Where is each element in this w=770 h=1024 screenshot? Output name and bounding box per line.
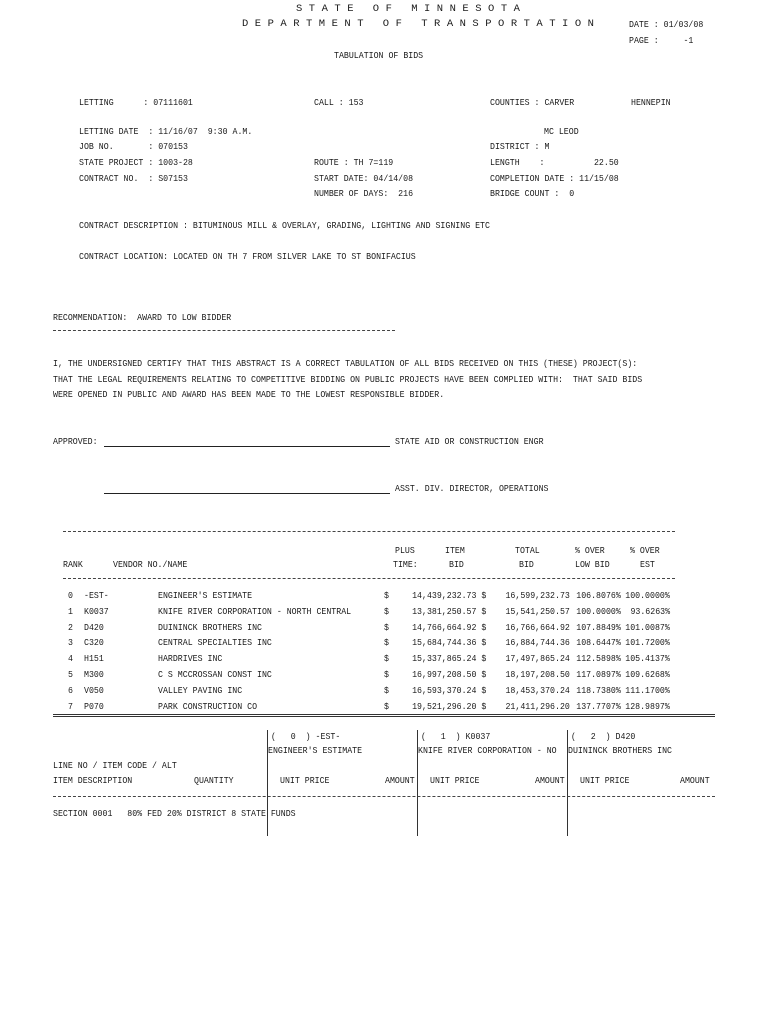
- department-heading: DEPARTMENT OF TRANSPORTATION: [242, 18, 601, 30]
- bid-total: 16,599,232.73: [505, 590, 570, 601]
- col2-header-a: ( 2 ) D420: [571, 731, 636, 742]
- bid-rank: 4: [68, 653, 73, 665]
- bid-over-est: 111.1700%: [625, 684, 670, 696]
- counties: COUNTIES : CARVER: [490, 97, 575, 108]
- certify-line-1: I, THE UNDERSIGNED CERTIFY THAT THIS ABSTRACT IS A CORRECT TABULATION OF ALL BIDS RECEIVED ON THIS (THESE) PROJECT(S):: [53, 358, 638, 369]
- bid-over-low: 106.8076%: [576, 590, 621, 601]
- bid-vendor-no: K0037: [84, 605, 109, 617]
- bid-vendor-name: CENTRAL SPECIALTIES INC: [158, 637, 272, 649]
- hdr-over-est: % OVER: [630, 545, 660, 556]
- certify-line-3: WERE OPENED IN PUBLIC AND AWARD HAS BEEN MADE TO THE LOWEST RESPONSIBLE BIDDER.: [53, 389, 445, 400]
- bid-total: 16,884,744.36: [505, 637, 570, 649]
- bid-vendor-name: KNIFE RIVER CORPORATION - NORTH CENTRAL: [158, 605, 352, 617]
- hdr-bid: BID: [449, 559, 464, 570]
- hdr-low-bid: LOW BID: [575, 559, 610, 570]
- length: LENGTH : 22.50: [490, 157, 619, 168]
- bid-vendor-no: P070: [84, 700, 104, 712]
- completion-date: COMPLETION DATE : 11/15/08: [490, 173, 619, 184]
- bid-dollar-sign: $: [384, 590, 389, 601]
- bridge-count: BRIDGE COUNT : 0: [490, 188, 575, 199]
- bid-total: 18,453,370.24: [505, 684, 570, 696]
- bid-rank: 2: [68, 621, 73, 633]
- bid-vendor-no: M300: [84, 669, 104, 680]
- state-heading: STATE OF MINNESOTA: [296, 3, 527, 15]
- bid-dollar-sign: $: [384, 637, 389, 649]
- bid-over-est: 93.6263%: [630, 605, 670, 617]
- letting-date: LETTING DATE : 11/16/07 9:30 A.M.: [79, 126, 253, 137]
- bid-dollar-sign: $: [384, 669, 389, 680]
- bid-rank: 6: [68, 684, 73, 696]
- bid-item-bid: 14,766,664.92 $: [411, 621, 486, 633]
- col0-header-b: ENGINEER'S ESTIMATE: [268, 745, 363, 756]
- bid-item-bid: 13,381,250.57 $: [411, 605, 486, 617]
- hdr-vendor: VENDOR NO./NAME: [113, 559, 188, 570]
- county-hennepin: HENNEPIN: [631, 97, 671, 108]
- items-table-header-rule: [53, 796, 715, 797]
- unit-price-header-2: UNIT PRICE: [580, 775, 630, 786]
- bid-vendor-name: DUININCK BROTHERS INC: [158, 621, 262, 633]
- approved-label: APPROVED:: [53, 436, 98, 447]
- date-label: DATE : 01/03/08: [629, 19, 704, 30]
- hdr-plus: PLUS: [395, 545, 415, 556]
- page-title: TABULATION OF BIDS: [334, 50, 424, 61]
- bid-total: 17,497,865.24: [505, 653, 570, 665]
- county-mcleod: MC LEOD: [544, 126, 579, 137]
- bid-rank: 5: [68, 669, 73, 680]
- unit-price-header-1: UNIT PRICE: [430, 775, 480, 786]
- col2-header-b: DUININCK BROTHERS INC: [568, 745, 672, 756]
- call: CALL : 153: [314, 97, 364, 108]
- bid-rank: 7: [68, 700, 73, 712]
- bid-item-bid: 16,593,370.24 $: [411, 684, 486, 696]
- signature-line-2: [104, 493, 390, 494]
- hdr-total: TOTAL: [515, 545, 540, 556]
- bid-vendor-name: PARK CONSTRUCTION CO: [158, 700, 258, 712]
- bid-total: 16,766,664.92: [505, 621, 570, 633]
- signature-title-1: STATE AID OR CONSTRUCTION ENGR: [395, 436, 544, 447]
- bid-dollar-sign: $: [384, 653, 389, 665]
- bid-vendor-name: ENGINEER'S ESTIMATE: [158, 590, 253, 601]
- bid-rank: 1: [68, 605, 73, 617]
- bid-over-est: 105.4137%: [625, 653, 670, 665]
- bid-total: 21,411,296.20: [505, 700, 570, 712]
- section-line: SECTION 0001 80% FED 20% DISTRICT 8 STATE FUNDS: [53, 808, 296, 819]
- hdr-over: % OVER: [575, 545, 605, 556]
- recommendation: RECOMMENDATION: AWARD TO LOW BIDDER: [53, 312, 232, 323]
- bids-table-top-rule: [63, 531, 675, 532]
- hdr-total-bid: BID: [519, 559, 534, 570]
- bid-over-est: 101.7200%: [625, 637, 670, 649]
- bid-vendor-name: HARDRIVES INC: [158, 653, 223, 665]
- bid-over-low: 112.5898%: [576, 653, 621, 665]
- hdr-rank: RANK: [63, 559, 83, 570]
- bid-vendor-name: VALLEY PAVING INC: [158, 684, 243, 696]
- unit-price-header-0: UNIT PRICE: [280, 775, 330, 786]
- start-date: START DATE: 04/14/08: [314, 173, 414, 184]
- bid-over-low: 107.8849%: [576, 621, 621, 633]
- bid-vendor-no: H151: [84, 653, 104, 665]
- items-table-double-rule: [53, 714, 715, 717]
- bid-over-low: 117.0897%: [576, 669, 621, 680]
- bid-over-low: 118.7380%: [576, 684, 621, 696]
- col1-header-b: KNIFE RIVER CORPORATION - NO: [418, 745, 557, 756]
- page-label: PAGE : -1: [629, 35, 694, 46]
- bid-over-low: 108.6447%: [576, 637, 621, 649]
- bid-total: 18,197,208.50: [505, 669, 570, 680]
- amount-header-0: AMOUNT: [385, 775, 415, 786]
- route: ROUTE : TH 7=119: [314, 157, 394, 168]
- bids-table-header-rule: [63, 578, 675, 579]
- bid-item-bid: 14,439,232.73 $: [411, 590, 486, 601]
- contract-location: CONTRACT LOCATION: LOCATED ON TH 7 FROM SILVER LAKE TO ST BONIFACIUS: [79, 251, 416, 262]
- bid-dollar-sign: $: [384, 605, 389, 617]
- amount-header-1: AMOUNT: [535, 775, 565, 786]
- bid-vendor-no: V050: [84, 684, 104, 696]
- bid-over-est: 101.0087%: [625, 621, 670, 633]
- bid-vendor-name: C S MCCROSSAN CONST INC: [158, 669, 272, 680]
- contract-no: CONTRACT NO. : S07153: [79, 173, 188, 184]
- district: DISTRICT : M: [490, 141, 550, 152]
- contract-description: CONTRACT DESCRIPTION : BITUMINOUS MILL & OVERLAY, GRADING, LIGHTING AND SIGNING ETC: [79, 220, 490, 231]
- hdr-time: TIME:: [393, 559, 418, 570]
- bid-item-bid: 16,997,208.50 $: [411, 669, 486, 680]
- bid-over-est: 128.9897%: [625, 700, 670, 712]
- state-project: STATE PROJECT : 1003-28: [79, 157, 193, 168]
- bid-dollar-sign: $: [384, 684, 389, 696]
- bid-over-low: 100.0000%: [576, 605, 621, 617]
- bid-vendor-no: -EST-: [84, 590, 109, 601]
- col0-header-a: ( 0 ) -EST-: [271, 731, 341, 742]
- certify-line-2: THAT THE LEGAL REQUIREMENTS RELATING TO COMPETITIVE BIDDING ON PUBLIC PROJECTS HAVE BEEN COMPLIED WITH: THAT SAID BIDS: [53, 374, 643, 385]
- bid-vendor-no: D420: [84, 621, 104, 633]
- bid-over-est: 109.6268%: [625, 669, 670, 680]
- item-description-header: ITEM DESCRIPTION: [53, 775, 133, 786]
- bid-over-est: 100.0000%: [625, 590, 670, 601]
- bid-dollar-sign: $: [384, 621, 389, 633]
- col1-header-a: ( 1 ) K0037: [421, 731, 491, 742]
- bid-item-bid: 19,521,296.20 $: [411, 700, 486, 712]
- signature-line-1: [104, 446, 390, 447]
- signature-title-2: ASST. DIV. DIRECTOR, OPERATIONS: [395, 483, 549, 494]
- hdr-est: EST: [640, 559, 655, 570]
- bid-item-bid: 15,337,865.24 $: [411, 653, 486, 665]
- bid-rank: 3: [68, 637, 73, 649]
- bid-dollar-sign: $: [384, 700, 389, 712]
- amount-header-2: AMOUNT: [680, 775, 710, 786]
- bid-vendor-no: C320: [84, 637, 104, 649]
- line-no-header: LINE NO / ITEM CODE / ALT: [53, 760, 177, 771]
- number-of-days: NUMBER OF DAYS: 216: [314, 188, 414, 199]
- bid-item-bid: 15,684,744.36 $: [411, 637, 486, 649]
- bid-over-low: 137.7707%: [576, 700, 621, 712]
- recommendation-rule: [53, 330, 395, 331]
- letting: LETTING : 07111601: [79, 97, 193, 108]
- quantity-header: QUANTITY: [194, 775, 234, 786]
- bid-total: 15,541,250.57: [505, 605, 570, 617]
- job-no: JOB NO. : 070153: [79, 141, 188, 152]
- hdr-item: ITEM: [445, 545, 465, 556]
- bid-rank: 0: [68, 590, 73, 601]
